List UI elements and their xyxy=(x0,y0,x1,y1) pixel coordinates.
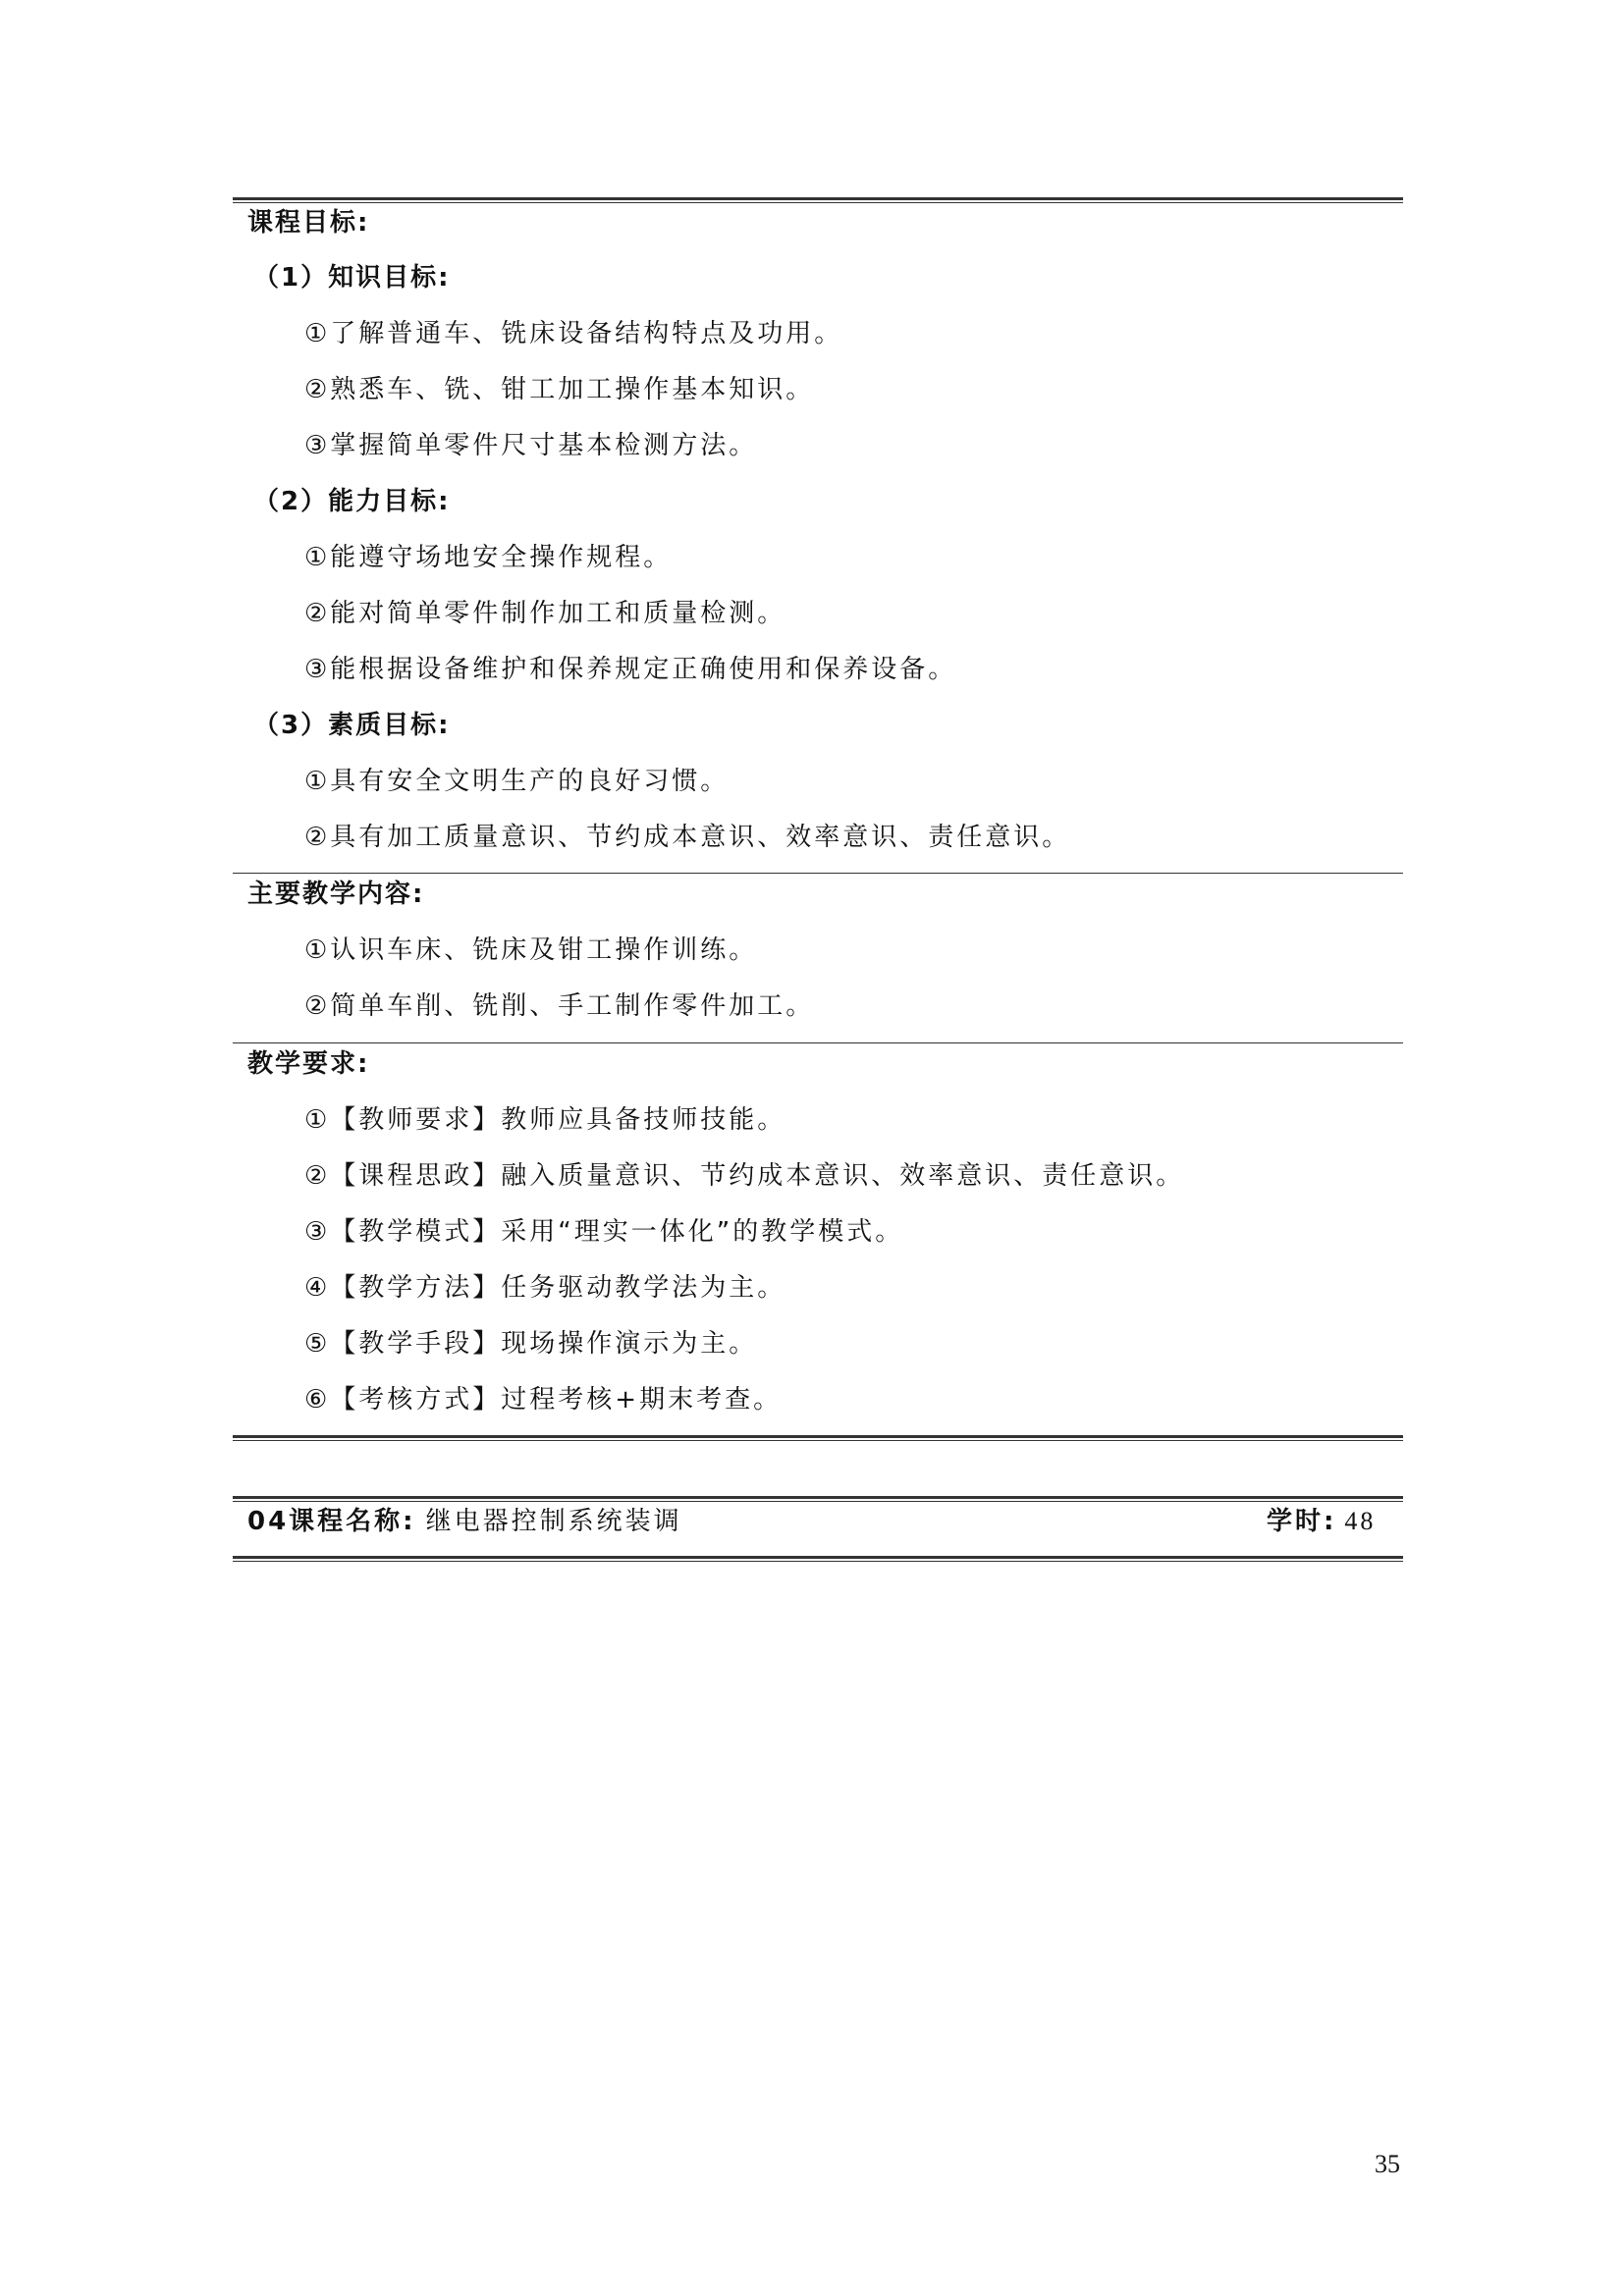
objectives-heading: 课程目标: xyxy=(247,208,370,238)
requirement-item: ⑥【考核方式】过程考核+期末考查。 xyxy=(304,1385,783,1415)
hours-label: 学时: xyxy=(1267,1507,1337,1536)
knowledge-item: ①了解普通车、铣床设备结构特点及功用。 xyxy=(304,319,843,348)
course-name-value: 继电器控制系统装调 xyxy=(425,1507,682,1536)
content-item: ①认识车床、铣床及钳工操作训练。 xyxy=(304,935,758,965)
course-name-label: 04课程名称: xyxy=(247,1507,416,1536)
table-bottom-rule xyxy=(233,1435,1403,1441)
next-course-hours xyxy=(1267,1505,1376,1538)
knowledge-objectives-heading: （1）知识目标: xyxy=(253,263,451,293)
requirements-heading: 教学要求: xyxy=(247,1049,370,1079)
requirement-item: ①【教师要求】教师应具备技师技能。 xyxy=(304,1105,786,1135)
requirement-item: ③【教学模式】采用“理实一体化”的教学模式。 xyxy=(304,1217,904,1247)
quality-item: ②具有加工质量意识、节约成本意识、效率意识、责任意识。 xyxy=(304,823,1071,852)
ability-item: ①能遵守场地安全操作规程。 xyxy=(304,543,673,572)
section-divider xyxy=(233,1042,1403,1043)
table-top-rule xyxy=(233,197,1403,203)
quality-objectives-heading: （3）素质目标: xyxy=(253,711,451,740)
ability-item: ③能根据设备维护和保养规定正确使用和保养设备。 xyxy=(304,655,957,684)
requirement-item: ②【课程思政】融入质量意识、节约成本意识、效率意识、责任意识。 xyxy=(304,1161,1185,1191)
requirement-item: ④【教学方法】任务驱动教学法为主。 xyxy=(304,1273,786,1303)
hours-value: 48 xyxy=(1344,1507,1377,1535)
ability-objectives-heading: （2）能力目标: xyxy=(253,487,451,516)
content-item: ②简单车削、铣削、手工制作零件加工。 xyxy=(304,991,815,1021)
requirement-item: ⑤【教学手段】现场操作演示为主。 xyxy=(304,1329,758,1359)
content-heading: 主要教学内容: xyxy=(247,880,425,909)
next-course-bottom-rule xyxy=(233,1556,1403,1562)
knowledge-item: ②熟悉车、铣、钳工加工操作基本知识。 xyxy=(304,375,815,404)
page-number: 35 xyxy=(1375,2150,1400,2178)
knowledge-item: ③掌握简单零件尺寸基本检测方法。 xyxy=(304,431,758,460)
quality-item: ①具有安全文明生产的良好习惯。 xyxy=(304,767,730,796)
next-course-top-rule xyxy=(233,1496,1403,1502)
ability-item: ②能对简单零件制作加工和质量检测。 xyxy=(304,599,786,628)
next-course-name xyxy=(247,1505,682,1538)
section-divider xyxy=(233,873,1403,874)
